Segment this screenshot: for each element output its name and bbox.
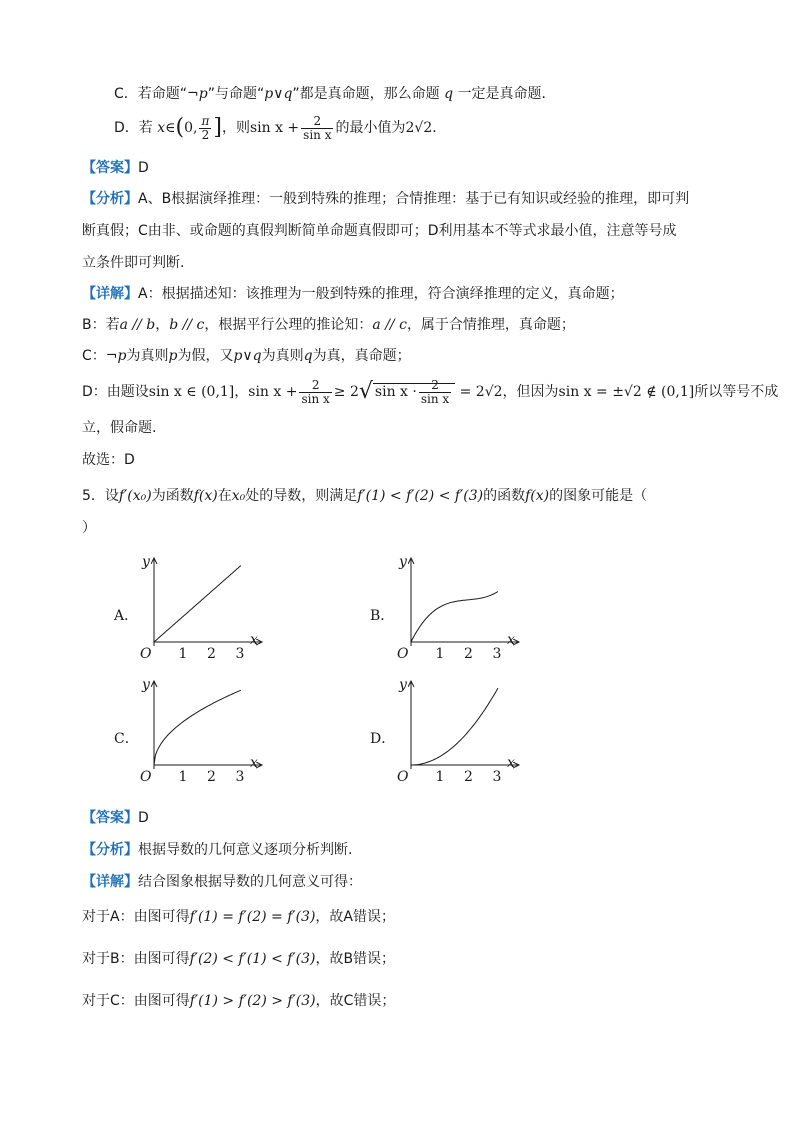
y-axis-label: y [399, 554, 407, 570]
origin-label: O [140, 646, 152, 662]
analysis-1-line3: 立条件即可判断. [82, 255, 185, 271]
x-tick-label: 3 [235, 646, 245, 662]
option-d: D．若 x∈(0, $\frac{\pi}{2}$ ]，则sin x + $\frac{2}{\text{sin x}}$ 的最小值为2√2． [114, 113, 447, 142]
x-tick-label: 2 [464, 769, 473, 785]
graph-c [114, 677, 262, 785]
analysis-1-line2: 断真假；C由非、或命题的真假判断简单命题真假即可；D利用基本不等式求最小值，注意等号成 [82, 223, 677, 239]
answer-1: 【答案】D [82, 160, 149, 176]
detail-1-d: D：由题设sin x ∈ (0,1]，sin x + $\frac{2}{\text{sin x}}$ ≥ 2√ sin x · $\frac{2}{\text{sin x}}$ = 2√2，但因为sin x = ±√2 ∉ (0,1]所以等号不成 [82, 377, 779, 406]
graph-b [370, 554, 519, 662]
y-axis-label: y [142, 677, 150, 693]
x-tick-label: 1 [435, 646, 445, 662]
question-5: 5．设f′(x₀)为函数f(x)在x₀处的导数，则满足f′(1) < f′(2) < f′(3)的函数f(x)的图象可能是（ [82, 488, 648, 504]
detail-1-c: C：¬p为真则p为假，又p∨q为真则q为真，真命题； [82, 348, 411, 364]
graphs-figure [0, 550, 794, 800]
y-axis-label: y [399, 677, 407, 693]
x-tick-label: 3 [492, 646, 502, 662]
question-5-line2: ） [82, 520, 96, 536]
x-axis-label: x [250, 755, 258, 771]
graph-option-label: C． [114, 731, 139, 747]
x-axis-label: x [507, 632, 515, 648]
detail-1-d-line2: 立，假命题. [82, 420, 157, 436]
x-tick-label: 3 [235, 769, 245, 785]
analysis-1: 【分析】A、B根据演绎推理：一般到特殊的推理；合情推理：基于已有知识或经验的推理，即可判 [82, 191, 690, 207]
x-tick-label: 3 [492, 769, 502, 785]
function-curve [411, 592, 498, 643]
x-axis-label: x [507, 755, 515, 771]
origin-label: O [397, 769, 409, 785]
answer-2: 【答案】D [82, 810, 149, 826]
function-curve [411, 688, 498, 765]
detail-2-a: 对于A：由图可得f′(1) = f′(2) = f′(3)，故A错误； [82, 909, 395, 925]
origin-label: O [140, 769, 152, 785]
detail-1-a: 【详解】A：根据描述知：该推理为一般到特殊的推理，符合演绎推理的定义，真命题； [82, 286, 624, 302]
graph-option-label: A． [114, 608, 139, 624]
function-curve [154, 690, 241, 765]
y-axis-label: y [142, 554, 150, 570]
detail-2: 【详解】结合图象根据导数的几何意义可得： [82, 874, 362, 890]
choose-1: 故选：D [82, 452, 135, 468]
x-tick-label: 2 [464, 646, 473, 662]
detail-1-b: B：若a // b，b // c，根据平行公理的推论知：a // c，属于合情推理，真命题； [82, 317, 575, 333]
graph-option-label: D． [370, 731, 396, 747]
analysis-2: 【分析】根据导数的几何意义逐项分析判断. [82, 842, 353, 858]
x-tick-label: 2 [207, 646, 216, 662]
detail-2-b: 对于B：由图可得f′(2) < f′(1) < f′(3)，故B错误； [82, 951, 396, 967]
x-tick-label: 1 [178, 769, 188, 785]
detail-2-c: 对于C：由图可得f′(1) > f′(2) > f′(3)，故C错误； [82, 993, 396, 1009]
x-tick-label: 1 [435, 769, 445, 785]
function-curve [154, 566, 241, 643]
x-tick-label: 2 [207, 769, 216, 785]
x-axis-label: x [250, 632, 258, 648]
origin-label: O [397, 646, 409, 662]
x-tick-label: 1 [178, 646, 188, 662]
graph-option-label: B． [370, 608, 395, 624]
graph-a [113, 554, 262, 662]
option-c: C．若命题“¬p”与命题“p∨q”都是真命题，那么命题 q 一定是真命题． [114, 86, 556, 102]
graph-d [370, 677, 519, 785]
